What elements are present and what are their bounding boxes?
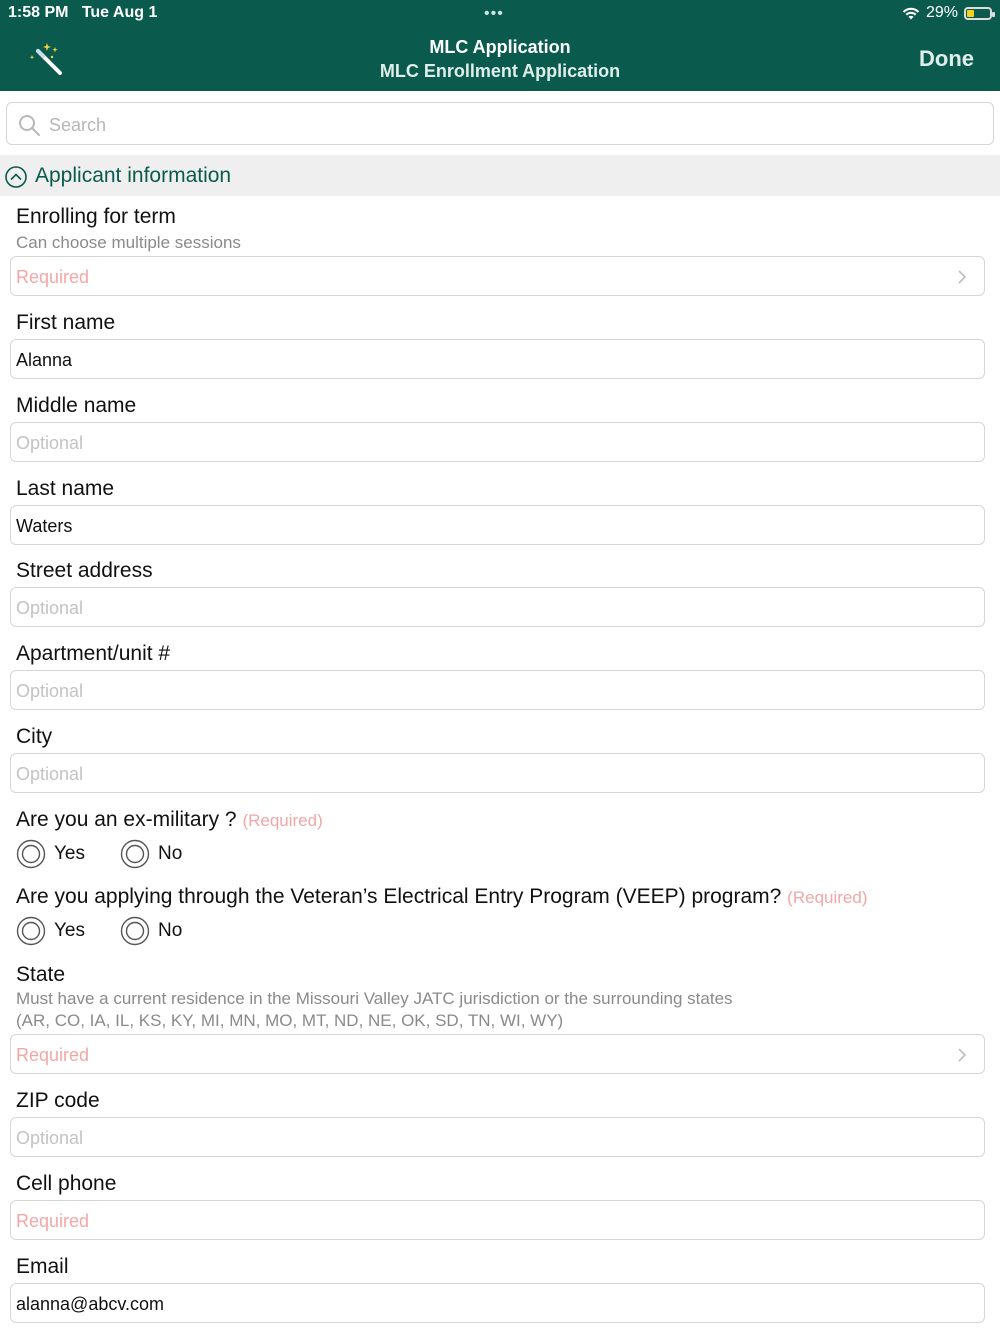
radio-unchecked-icon [120, 916, 150, 946]
zip-field[interactable] [10, 1117, 985, 1157]
email-label: Email [16, 1255, 69, 1278]
apartment-label: Apartment/unit # [16, 642, 171, 665]
city-field[interactable] [10, 753, 985, 793]
middle-name-field[interactable] [10, 422, 985, 462]
zip-label: ZIP code [16, 1089, 100, 1112]
veep-yes-label: Yes [54, 920, 85, 941]
first-name-label: First name [16, 311, 116, 334]
done-button[interactable]: Done [919, 46, 974, 71]
apartment-field[interactable] [10, 670, 985, 710]
cell-phone-label: Cell phone [16, 1172, 117, 1195]
state-input[interactable] [16, 1043, 936, 1067]
veep-yes-radio[interactable] [16, 916, 85, 946]
email-input[interactable] [16, 1292, 936, 1316]
radio-unchecked-icon [16, 839, 46, 869]
app-header [0, 0, 1000, 91]
cell-phone-field[interactable] [10, 1200, 985, 1240]
street-address-field[interactable] [10, 587, 985, 627]
state-hint: Must have a current residence in the Missouri Valley JATC jurisdiction or the surrounding states [16, 989, 733, 1008]
last-name-label: Last name [16, 477, 115, 500]
street-address-input[interactable] [16, 596, 936, 620]
collapse-chevron-up-icon[interactable] [5, 166, 27, 188]
state-label: State [16, 963, 66, 986]
military-question [16, 808, 323, 832]
status-time [8, 4, 157, 22]
veep-no-label: No [158, 920, 183, 941]
radio-unchecked-icon [16, 916, 46, 946]
middle-name-label: Middle name [16, 394, 137, 417]
state-hint-list: (AR, CO, IA, IL, KS, KY, MI, MN, MO, MT, ND, NE, OK, SD, TN, WI, WY) [16, 1011, 564, 1030]
state-select[interactable] [10, 1034, 985, 1074]
veep-required-tag: (Required) [787, 888, 868, 907]
military-no-label: No [158, 843, 183, 864]
section-title[interactable]: Applicant information [35, 164, 232, 187]
status-date-text: Tue Aug 1 [81, 4, 158, 21]
city-input[interactable] [16, 762, 936, 786]
apartment-input[interactable] [16, 679, 936, 703]
chevron-right-icon [956, 268, 968, 286]
search-icon [17, 113, 41, 137]
veep-question [16, 885, 867, 909]
term-label: Enrolling for term [16, 205, 176, 228]
city-label: City [16, 725, 53, 748]
cell-phone-input[interactable] [16, 1209, 936, 1233]
wifi-icon [902, 7, 920, 20]
multitask-dots[interactable]: ••• [484, 5, 504, 22]
search-bar[interactable] [6, 102, 994, 145]
header-subtitle: MLC Enrollment Application [379, 61, 621, 81]
term-select[interactable] [10, 256, 985, 296]
radio-unchecked-icon [120, 839, 150, 869]
military-yes-radio[interactable] [16, 839, 85, 869]
search-input[interactable] [47, 111, 981, 139]
term-input[interactable] [16, 265, 936, 289]
chevron-right-icon [956, 1046, 968, 1064]
veep-no-radio[interactable] [120, 916, 182, 946]
last-name-field[interactable] [10, 505, 985, 545]
battery-icon [964, 7, 992, 20]
email-field[interactable] [10, 1283, 985, 1323]
military-yes-label: Yes [54, 843, 85, 864]
header-title: MLC Application [429, 37, 571, 57]
first-name-input[interactable] [16, 348, 936, 372]
military-no-radio[interactable] [120, 839, 182, 869]
term-hint: Can choose multiple sessions [16, 233, 241, 252]
veep-label: Are you applying through the Veteran’s Electrical Entry Program (VEEP) program? [16, 885, 782, 908]
status-time-text: 1:58 PM [8, 4, 69, 21]
last-name-input[interactable] [16, 514, 936, 538]
street-address-label: Street address [16, 559, 153, 582]
zip-input[interactable] [16, 1126, 936, 1150]
status-indicators [902, 4, 992, 22]
middle-name-input[interactable] [16, 431, 936, 455]
military-required-tag: (Required) [242, 811, 323, 830]
military-label: Are you an ex-military ? [16, 808, 237, 831]
battery-percent: 29% [925, 4, 958, 21]
first-name-field[interactable] [10, 339, 985, 379]
